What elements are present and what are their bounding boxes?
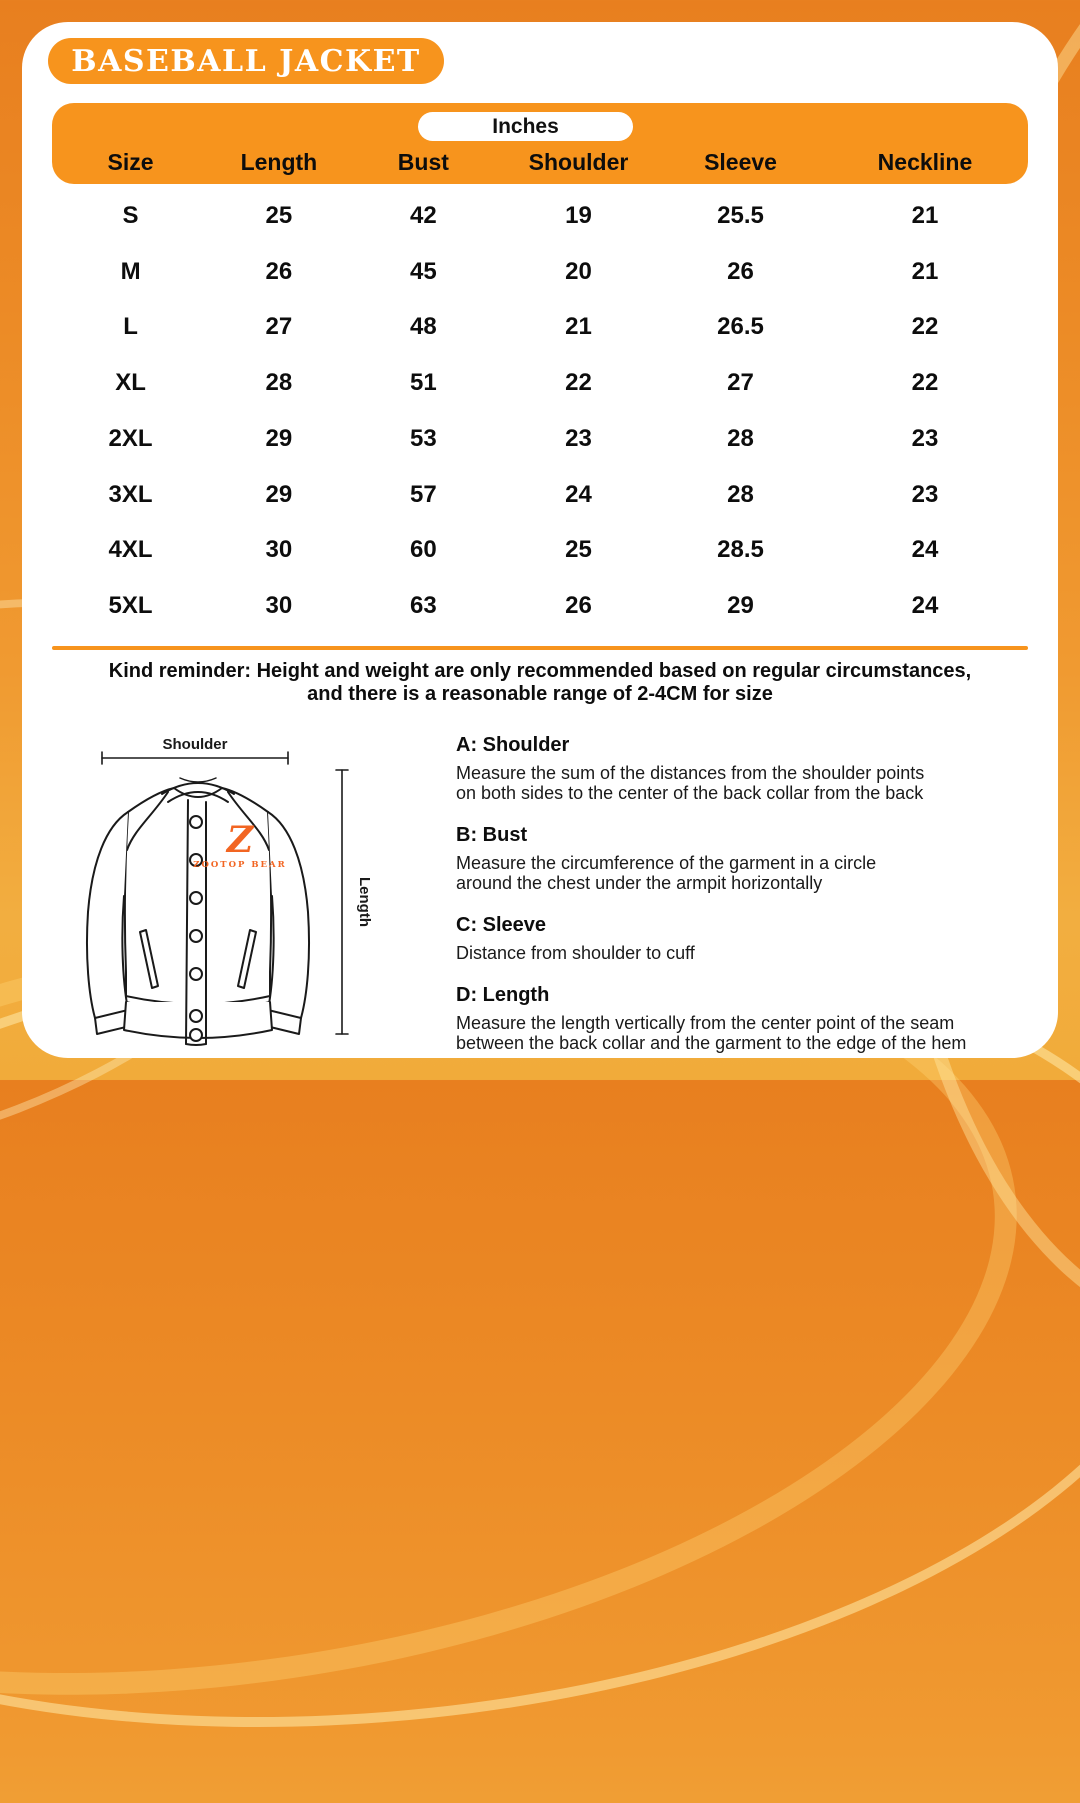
guide-text: on both sides to the center of the back collar from the back bbox=[456, 783, 924, 803]
guide-text: around the chest under the armpit horizontally bbox=[456, 873, 823, 893]
guide-text: Measure the circumference of the garment in a circle bbox=[456, 853, 877, 873]
table-row bbox=[52, 523, 1028, 579]
table-row bbox=[52, 244, 1028, 300]
guide-heading: D: Length bbox=[456, 984, 550, 1006]
brand-logo-icon: Z bbox=[226, 819, 254, 861]
size-cell: 2XL bbox=[108, 424, 153, 452]
sleeve-cell: 25.5 bbox=[717, 201, 764, 229]
bust-cell: 63 bbox=[409, 592, 437, 620]
sleeve-cell: 29 bbox=[727, 592, 754, 620]
guide-item-sleeve bbox=[456, 914, 1031, 963]
neckline-cell: 24 bbox=[911, 592, 939, 620]
length-cell: 27 bbox=[265, 313, 293, 341]
table-row bbox=[52, 467, 1028, 523]
neckline-cell: 23 bbox=[911, 424, 939, 452]
size-cell: 3XL bbox=[108, 480, 153, 508]
column-header-bust: Bust bbox=[397, 149, 449, 175]
column-header-shoulder: Shoulder bbox=[528, 149, 629, 175]
guide-item-length bbox=[456, 984, 1031, 1053]
table-row bbox=[52, 355, 1028, 411]
guide-heading: C: Sleeve bbox=[456, 914, 547, 936]
neckline-cell: 21 bbox=[911, 201, 939, 229]
table-row bbox=[52, 411, 1028, 467]
size-cell: S bbox=[122, 201, 139, 229]
shoulder-cell: 20 bbox=[565, 257, 592, 285]
reminder-line-2: and there is a reasonable range of 2-4CM for size bbox=[307, 683, 773, 705]
size-cell: 4XL bbox=[108, 536, 153, 564]
content-card bbox=[22, 22, 1058, 1058]
bust-cell: 48 bbox=[409, 313, 437, 341]
neckline-cell: 24 bbox=[911, 536, 939, 564]
shoulder-cell: 25 bbox=[565, 536, 592, 564]
size-cell: XL bbox=[115, 369, 146, 397]
shoulder-cell: 26 bbox=[565, 592, 592, 620]
kind-reminder bbox=[22, 660, 1058, 706]
bust-cell: 60 bbox=[409, 536, 437, 564]
shoulder-cell: 19 bbox=[565, 201, 592, 229]
table-row bbox=[52, 578, 1028, 634]
size-table-header bbox=[52, 103, 1028, 184]
guide-item-shoulder bbox=[456, 734, 1031, 803]
guide-text: Distance from shoulder to cuff bbox=[456, 943, 695, 963]
shoulder-cell: 21 bbox=[565, 313, 592, 341]
length-cell: 30 bbox=[265, 536, 293, 564]
length-label: Length bbox=[356, 877, 373, 927]
guide-text: Measure the sum of the distances from the shoulder points bbox=[456, 763, 925, 783]
shoulder-cell: 22 bbox=[565, 369, 592, 397]
bust-cell: 42 bbox=[409, 201, 437, 229]
guide-heading: B: Bust bbox=[456, 824, 528, 846]
guide-text: Measure the length vertically from the center point of the seam bbox=[456, 1013, 955, 1033]
shoulder-cell: 23 bbox=[565, 424, 592, 452]
length-cell: 25 bbox=[265, 201, 293, 229]
reminder-line-1: Kind reminder: Height and weight are only recommended based on regular circumstances, bbox=[108, 660, 972, 682]
sleeve-cell: 28 bbox=[727, 424, 754, 452]
bust-cell: 51 bbox=[409, 369, 437, 397]
size-cell: M bbox=[120, 257, 141, 285]
bust-cell: 45 bbox=[409, 257, 437, 285]
bust-cell: 57 bbox=[409, 480, 437, 508]
sleeve-cell: 28.5 bbox=[717, 536, 764, 564]
neckline-cell: 22 bbox=[911, 313, 939, 341]
title-ribbon bbox=[48, 38, 444, 84]
size-cell: L bbox=[123, 313, 138, 341]
shoulder-label: Shoulder bbox=[162, 736, 228, 753]
column-header-neckline: Neckline bbox=[877, 149, 973, 175]
table-row bbox=[52, 188, 1028, 244]
unit-label: Inches bbox=[492, 114, 559, 138]
length-cell: 28 bbox=[265, 369, 293, 397]
neckline-cell: 23 bbox=[911, 480, 939, 508]
length-cell: 26 bbox=[265, 257, 293, 285]
jacket-line-drawing bbox=[80, 734, 390, 1054]
guide-text: between the back collar and the garment to the edge of the hem bbox=[456, 1033, 967, 1053]
size-cell: 5XL bbox=[108, 592, 153, 620]
size-table-body bbox=[52, 188, 1028, 634]
bust-cell: 53 bbox=[409, 424, 437, 452]
page-title: BASEBALL JACKET bbox=[71, 43, 421, 79]
neckline-cell: 21 bbox=[911, 257, 939, 285]
length-cell: 30 bbox=[265, 592, 293, 620]
length-cell: 29 bbox=[265, 424, 293, 452]
unit-badge bbox=[418, 112, 633, 141]
section-divider bbox=[52, 646, 1028, 650]
length-cell: 29 bbox=[265, 480, 293, 508]
column-headers bbox=[52, 141, 1028, 184]
column-header-length: Length bbox=[240, 149, 318, 175]
sleeve-cell: 26.5 bbox=[717, 313, 764, 341]
sleeve-cell: 26 bbox=[727, 257, 754, 285]
jacket-measurement-diagram bbox=[80, 734, 390, 1054]
column-header-size: Size bbox=[107, 149, 154, 175]
sleeve-cell: 28 bbox=[727, 480, 754, 508]
sleeve-cell: 27 bbox=[727, 369, 754, 397]
measurement-guide bbox=[456, 734, 1031, 1074]
neckline-cell: 22 bbox=[911, 369, 939, 397]
shoulder-cell: 24 bbox=[565, 480, 592, 508]
table-row bbox=[52, 300, 1028, 356]
brand-logo-text: ZOOTOP BEAR bbox=[193, 860, 287, 870]
guide-heading: A: Shoulder bbox=[456, 734, 570, 756]
column-header-sleeve: Sleeve bbox=[704, 149, 777, 175]
guide-item-bust bbox=[456, 824, 1031, 893]
